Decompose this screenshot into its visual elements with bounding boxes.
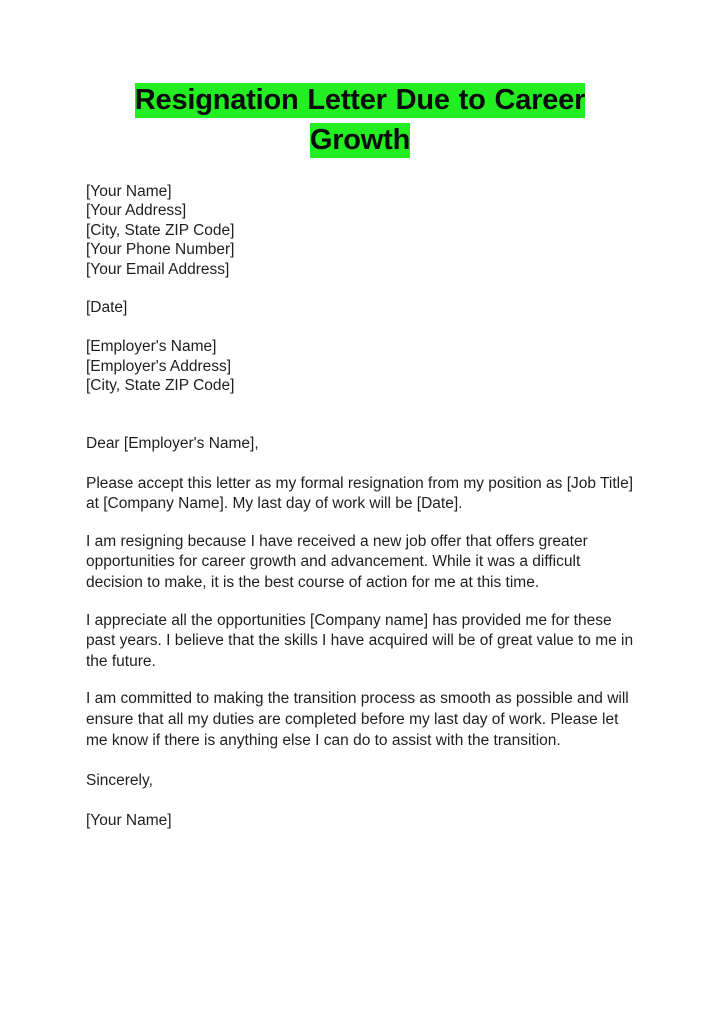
spacer-before-closing	[86, 751, 638, 771]
sender-address: [Your Address]	[86, 202, 187, 220]
recipient-name: [Employer's Name]	[86, 338, 217, 356]
page-title	[88, 80, 632, 160]
letter-date: [Date]	[86, 299, 128, 317]
signature-line: [Your Name]	[86, 812, 172, 830]
letter-body	[86, 182, 638, 831]
sender-phone: [Your Phone Number]	[86, 241, 235, 259]
sender-address-block	[86, 182, 638, 279]
recipient-address: [Employer's Address]	[86, 357, 232, 375]
sender-city-state-zip: [City, State ZIP Code]	[86, 221, 235, 239]
spacer-after-greeting	[86, 454, 638, 474]
closing-line: Sincerely,	[86, 772, 153, 790]
body-paragraph-4: I am committed to making the transition process as smooth as possible and will ensure that all my duties are completed before my last day of work. Please let me know if there is anything else I can do to assist with the transition.	[86, 690, 629, 749]
spacer-after-date	[86, 317, 638, 337]
page-title-line-2: Growth	[309, 124, 411, 156]
sender-email: [Your Email Address]	[86, 260, 230, 278]
spacer-after-sender	[86, 279, 638, 298]
sender-name: [Your Name]	[86, 183, 172, 200]
recipient-address-block	[86, 337, 638, 395]
body-paragraph-1: Please accept this letter as my formal resignation from my position as [Job Title] at [Company Name]. My last day of work will be [Date].	[86, 474, 634, 513]
body-paragraph-3: I appreciate all the opportunities [Company name] has provided me for these past years. I believe that the skills I have acquired will be of great value to me in the future.	[86, 611, 634, 670]
page-title-line-1: Resignation Letter Due to Career	[134, 84, 586, 116]
body-paragraph-2: I am resigning because I have received a new job offer that offers greater opportunities for career growth and advancement. While it was a difficult decision to make, it is the best course of action for me at this time.	[86, 532, 588, 592]
spacer-before-signature	[86, 791, 638, 811]
recipient-city-state-zip: [City, State ZIP Code]	[86, 377, 235, 395]
salutation: Dear [Employer's Name],	[86, 434, 259, 452]
spacer-before-greeting	[86, 396, 638, 434]
date-block	[86, 298, 638, 317]
